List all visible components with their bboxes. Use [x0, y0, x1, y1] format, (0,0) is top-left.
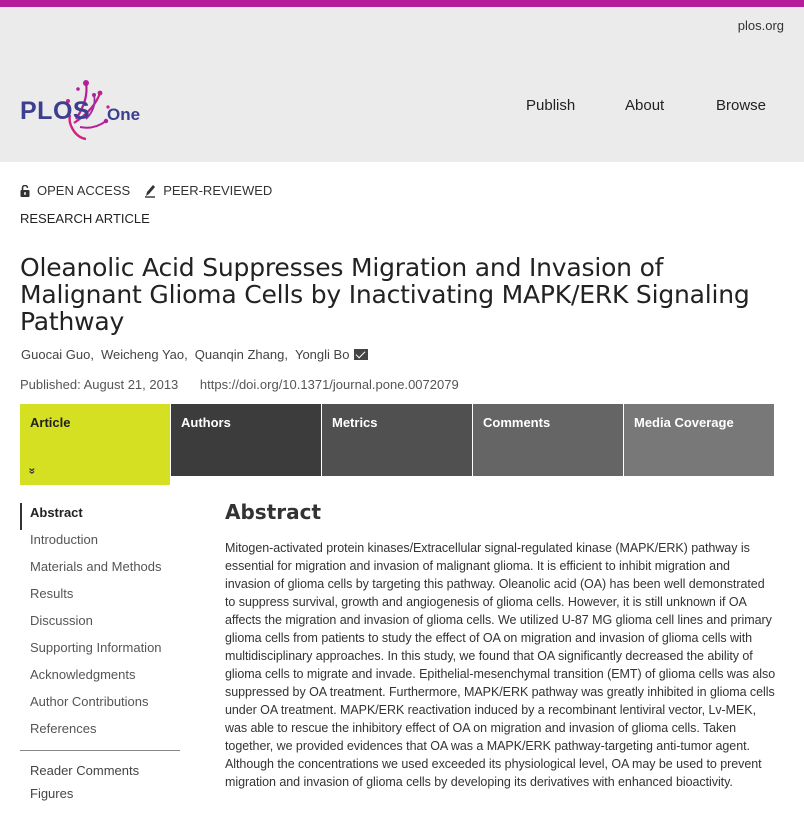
doi-link[interactable]: https://doi.org/10.1371/journal.pone.0072079	[199, 377, 459, 392]
abstract-text: Mitogen-activated protein kinases/Extracellular signal-regulated kinase (MAPK/ERK) pathway is essential for migration and invasion of malignant glioma. It is efficient to inhibit migration and invasion of glioma cells by targeting this pathway. Oleanolic acid (OA) has been well demonstrated to suppress survival, growth and angiogenesis of glioma cells. However, it is still unknown if OA affects the migration and invasion of glioma cells. We utilized U-87 MG glioma cell lines and primary glioma cells from patients to study the effect of OA on migration and invasion of glioma cells with multidisciplinary approaches. In this study, we found that OA significantly decreased the ability of glioma cells to migrate and invade. Epithelial-mesenchymal transition (EMT) of glioma cells was also suppressed by OA treatment. Furthermore, MAPK/ERK pathway was greatly inhibited in glioma cells under OA treatment. MAPK/ERK reactivation induced by a recombinant lentiviral vector, Lv-MEK, was able to rescue the inhibitory effect of OA on migration and invasion of glioma cells. Taken together, we provided evidences that OA was a MAPK/ERK pathway-targeting anti-tumor agent. Although the concentrations we used exceeded its physiological level, OA may be used to prevent migration and invasion of glioma cells by developing its derivatives with enhanced bioactivity.	[225, 541, 776, 789]
tab-article-label: Article	[30, 415, 71, 430]
sidebar-item-acknowledgments[interactable]: Acknowledgments	[30, 667, 136, 682]
tab-media-coverage-label: Media Coverage	[634, 415, 734, 430]
tab-authors-label: Authors	[181, 415, 231, 430]
pen-icon	[144, 184, 156, 198]
tab-media-coverage[interactable]	[624, 404, 774, 476]
email-icon[interactable]	[354, 349, 368, 360]
nav-about[interactable]: About	[625, 97, 665, 114]
sidebar-divider	[20, 750, 180, 751]
article-tabs	[20, 404, 775, 485]
unlock-icon	[20, 185, 30, 197]
published-date: Published: August 21, 2013	[20, 377, 179, 392]
sidebar-item-supporting-information[interactable]: Supporting Information	[30, 640, 162, 655]
sidebar-item-author-contributions[interactable]: Author Contributions	[30, 694, 149, 709]
tab-authors[interactable]	[171, 404, 321, 476]
tab-article[interactable]	[20, 404, 170, 485]
peer-reviewed-label: PEER-REVIEWED	[163, 183, 273, 198]
article-badges	[20, 183, 286, 198]
author-name[interactable]: Guocai Guo,	[21, 347, 94, 362]
peer-reviewed-badge[interactable]	[144, 183, 272, 198]
author-name[interactable]: Yongli Bo	[294, 347, 350, 362]
publication-info	[20, 377, 459, 392]
sidebar-item-figures[interactable]: Figures	[30, 786, 74, 801]
sidebar-item-reader-comments[interactable]: Reader Comments	[30, 763, 140, 778]
tab-metrics[interactable]	[322, 404, 472, 476]
plos-one-logo[interactable]	[20, 79, 150, 149]
article-type-label: RESEARCH ARTICLE	[20, 211, 150, 226]
article-title: Oleanolic Acid Suppresses Migration and Invasion of Malignant Glioma Cells by Inactivating MAPK/ERK Signaling Pathway	[20, 253, 750, 336]
logo-plos-text: PLOS	[20, 97, 91, 125]
nav-browse[interactable]: Browse	[716, 97, 767, 114]
abstract-heading: Abstract	[225, 500, 322, 524]
logo-one-text: One	[107, 105, 141, 124]
tab-comments[interactable]	[473, 404, 623, 476]
open-access-badge[interactable]	[20, 183, 130, 198]
site-header	[0, 7, 804, 162]
author-name[interactable]: Quanqin Zhang,	[194, 347, 288, 362]
sidebar-item-materials-and-methods[interactable]: Materials and Methods	[30, 559, 162, 574]
author-name[interactable]: Weicheng Yao,	[101, 347, 188, 362]
tab-comments-label: Comments	[483, 415, 551, 430]
author-list	[21, 347, 368, 362]
tab-metrics-label: Metrics	[332, 415, 378, 430]
sidebar-item-results[interactable]: Results	[30, 586, 74, 601]
sidebar-item-references[interactable]: References	[30, 721, 97, 736]
nav-publish[interactable]: Publish	[526, 97, 576, 114]
sidebar-item-introduction[interactable]: Introduction	[30, 532, 98, 547]
open-access-label: OPEN ACCESS	[37, 183, 131, 198]
sidebar-item-abstract[interactable]: Abstract	[20, 503, 180, 530]
brand-top-stripe	[0, 0, 804, 7]
plos-org-link[interactable]: plos.org	[737, 18, 784, 33]
sidebar-item-discussion[interactable]: Discussion	[30, 613, 93, 628]
chevron-down-icon: »	[25, 467, 40, 475]
section-nav	[20, 503, 180, 807]
